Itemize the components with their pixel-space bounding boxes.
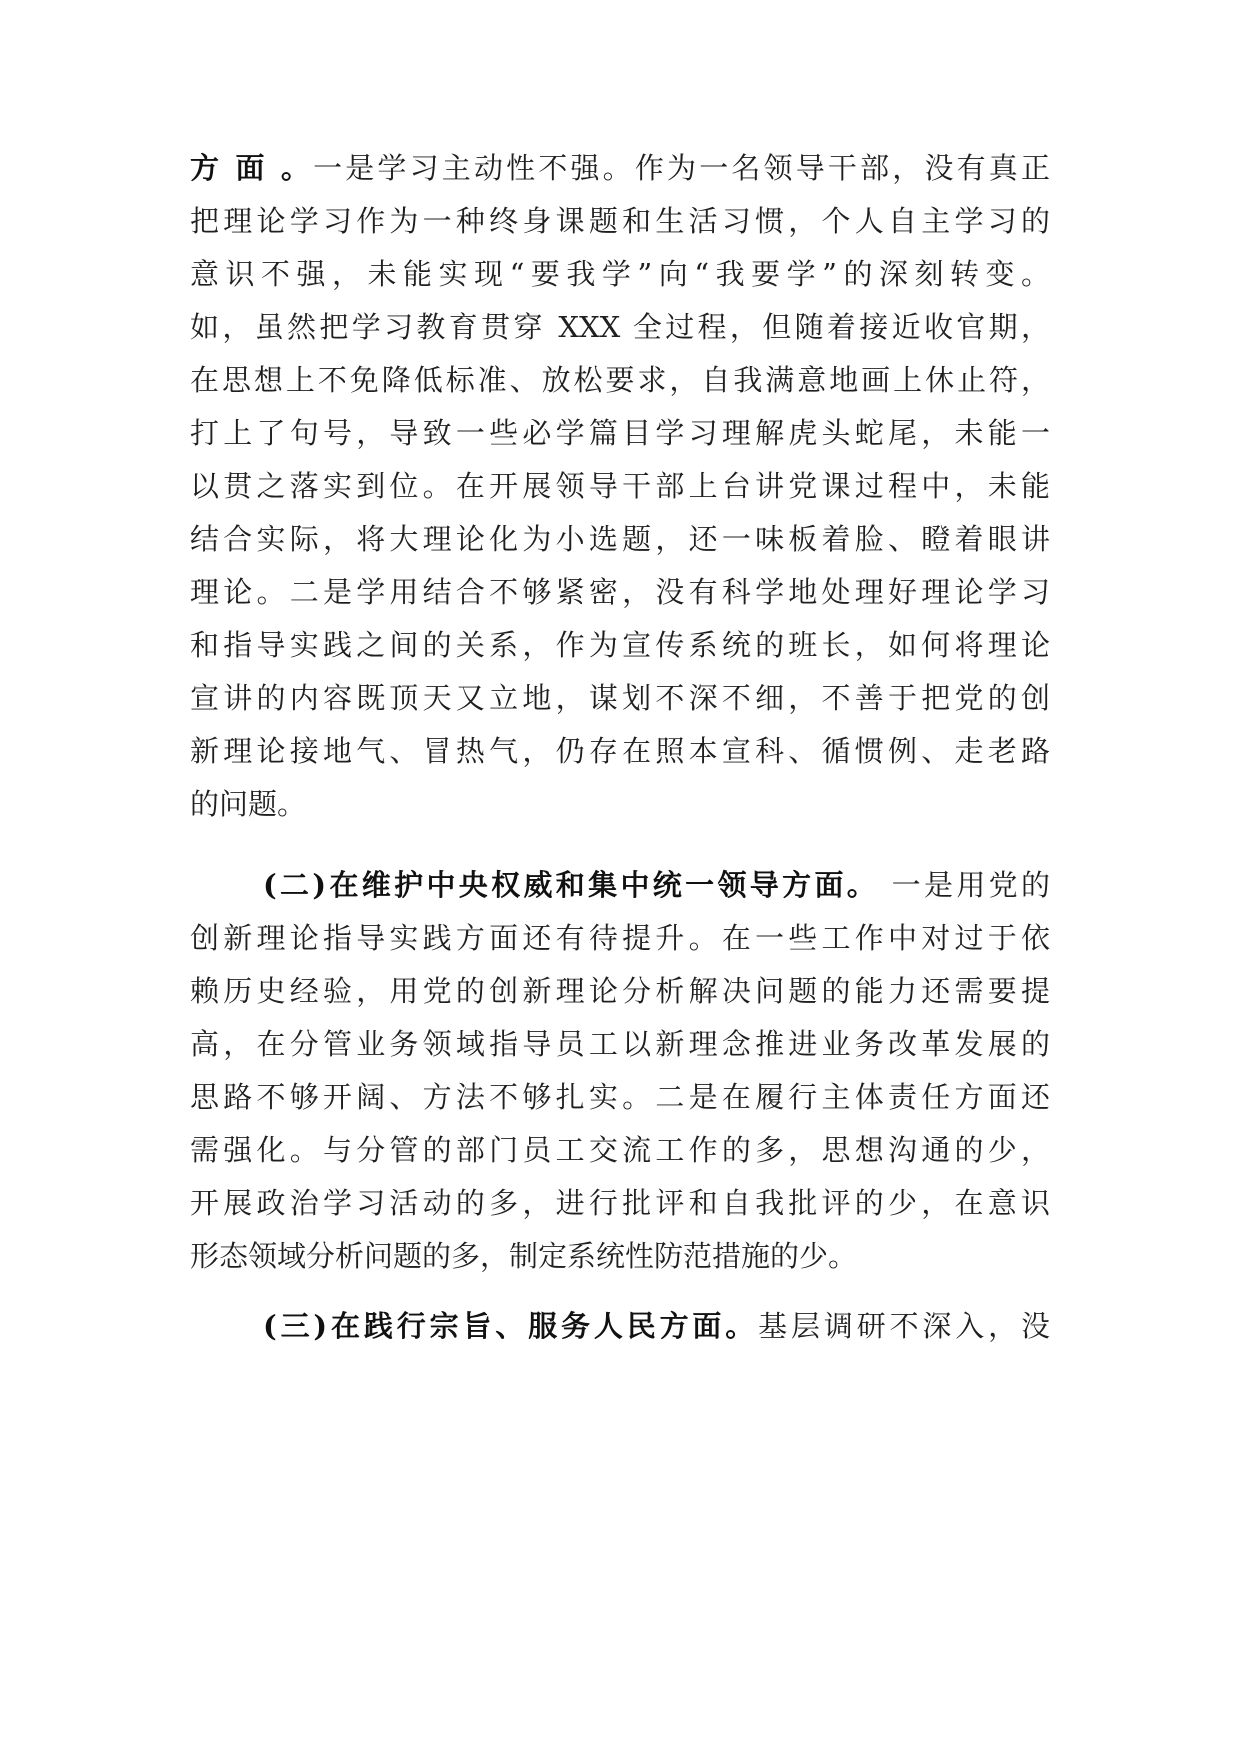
line-text: 创新理论指导实践方面还有待提升。在一些工作中对过于依 [190, 921, 1050, 955]
paragraph-line [190, 254, 1050, 294]
line-text: 赖历史经验，用党的创新理论分析解决问题的能力还需要提 [190, 974, 1050, 1008]
line-text: 的问题。 [190, 787, 307, 821]
paragraph-line [190, 572, 1050, 612]
paragraph-line [190, 307, 1050, 347]
line-text: 基层调研不深入，没 [758, 1309, 1050, 1343]
line-text: 和指导实践之间的关系，作为宣传系统的班长，如何将理论 [190, 628, 1050, 662]
paragraph-line [190, 360, 1050, 400]
paragraph-line [190, 413, 1050, 453]
line-text: 如，虽然把学习教育贯穿 XXX 全过程，但随着接近收官期， [190, 310, 1050, 344]
line-text: 高，在分管业务领域指导员工以新理念推进业务改革发展的 [190, 1027, 1050, 1061]
line-text: 意识不强，未能实现“要我学”向“我要学”的深刻转变。 [190, 257, 1050, 291]
line-text: 一是学习主动性不强。作为一名领导干部，没有真正 [313, 151, 1050, 185]
section-heading-line [263, 1306, 1050, 1346]
paragraph-line [190, 784, 1050, 824]
line-text: 一是用党的 [879, 868, 1050, 902]
section-heading: (三)在践行宗旨、服务人民方面。 [263, 1309, 759, 1343]
paragraph-line [190, 201, 1050, 241]
paragraph-line [190, 678, 1050, 718]
paragraph-line [190, 1024, 1050, 1064]
line-text: 思路不够开阔、方法不够扎实。二是在履行主体责任方面还 [190, 1080, 1050, 1114]
heading-fragment: 方 面 。 [190, 151, 314, 185]
line-text: 理论。二是学用结合不够紧密，没有科学地处理好理论学习 [190, 575, 1050, 609]
paragraph-line [190, 466, 1050, 506]
paragraph-line [190, 1236, 1050, 1276]
paragraph-line [190, 519, 1050, 559]
line-text: 新理论接地气、冒热气，仍存在照本宣科、循惯例、走老路 [190, 734, 1050, 768]
line-text: 把理论学习作为一种终身课题和生活习惯，个人自主学习的 [190, 204, 1050, 238]
line-text: 形态领域分析问题的多，制定系统性防范措施的少。 [190, 1239, 858, 1273]
paragraph-line [190, 918, 1050, 958]
paragraph-line [190, 148, 1050, 188]
line-text: 以贯之落实到位。在开展领导干部上台讲党课过程中，未能 [190, 469, 1050, 503]
paragraph-line [190, 1077, 1050, 1117]
line-text: 在思想上不免降低标准、放松要求，自我满意地画上休止符， [190, 363, 1050, 397]
line-text: 需强化。与分管的部门员工交流工作的多，思想沟通的少， [190, 1133, 1050, 1167]
line-text: 打上了句号，导致一些必学篇目学习理解虎头蛇尾，未能一 [190, 416, 1050, 450]
line-text: 结合实际，将大理论化为小选题，还一味板着脸、瞪着眼讲 [190, 522, 1050, 556]
section-heading: (二)在维护中央权威和集中统一领导方面。 [263, 868, 880, 902]
line-text: 宣讲的内容既顶天又立地，谋划不深不细，不善于把党的创 [190, 681, 1050, 715]
paragraph-line [190, 971, 1050, 1011]
section-heading-line [263, 865, 1050, 905]
paragraph-line [190, 1130, 1050, 1170]
paragraph-line [190, 1183, 1050, 1223]
paragraph-line [190, 731, 1050, 771]
paragraph-line [190, 625, 1050, 665]
line-text: 开展政治学习活动的多，进行批评和自我批评的少，在意识 [190, 1186, 1050, 1220]
